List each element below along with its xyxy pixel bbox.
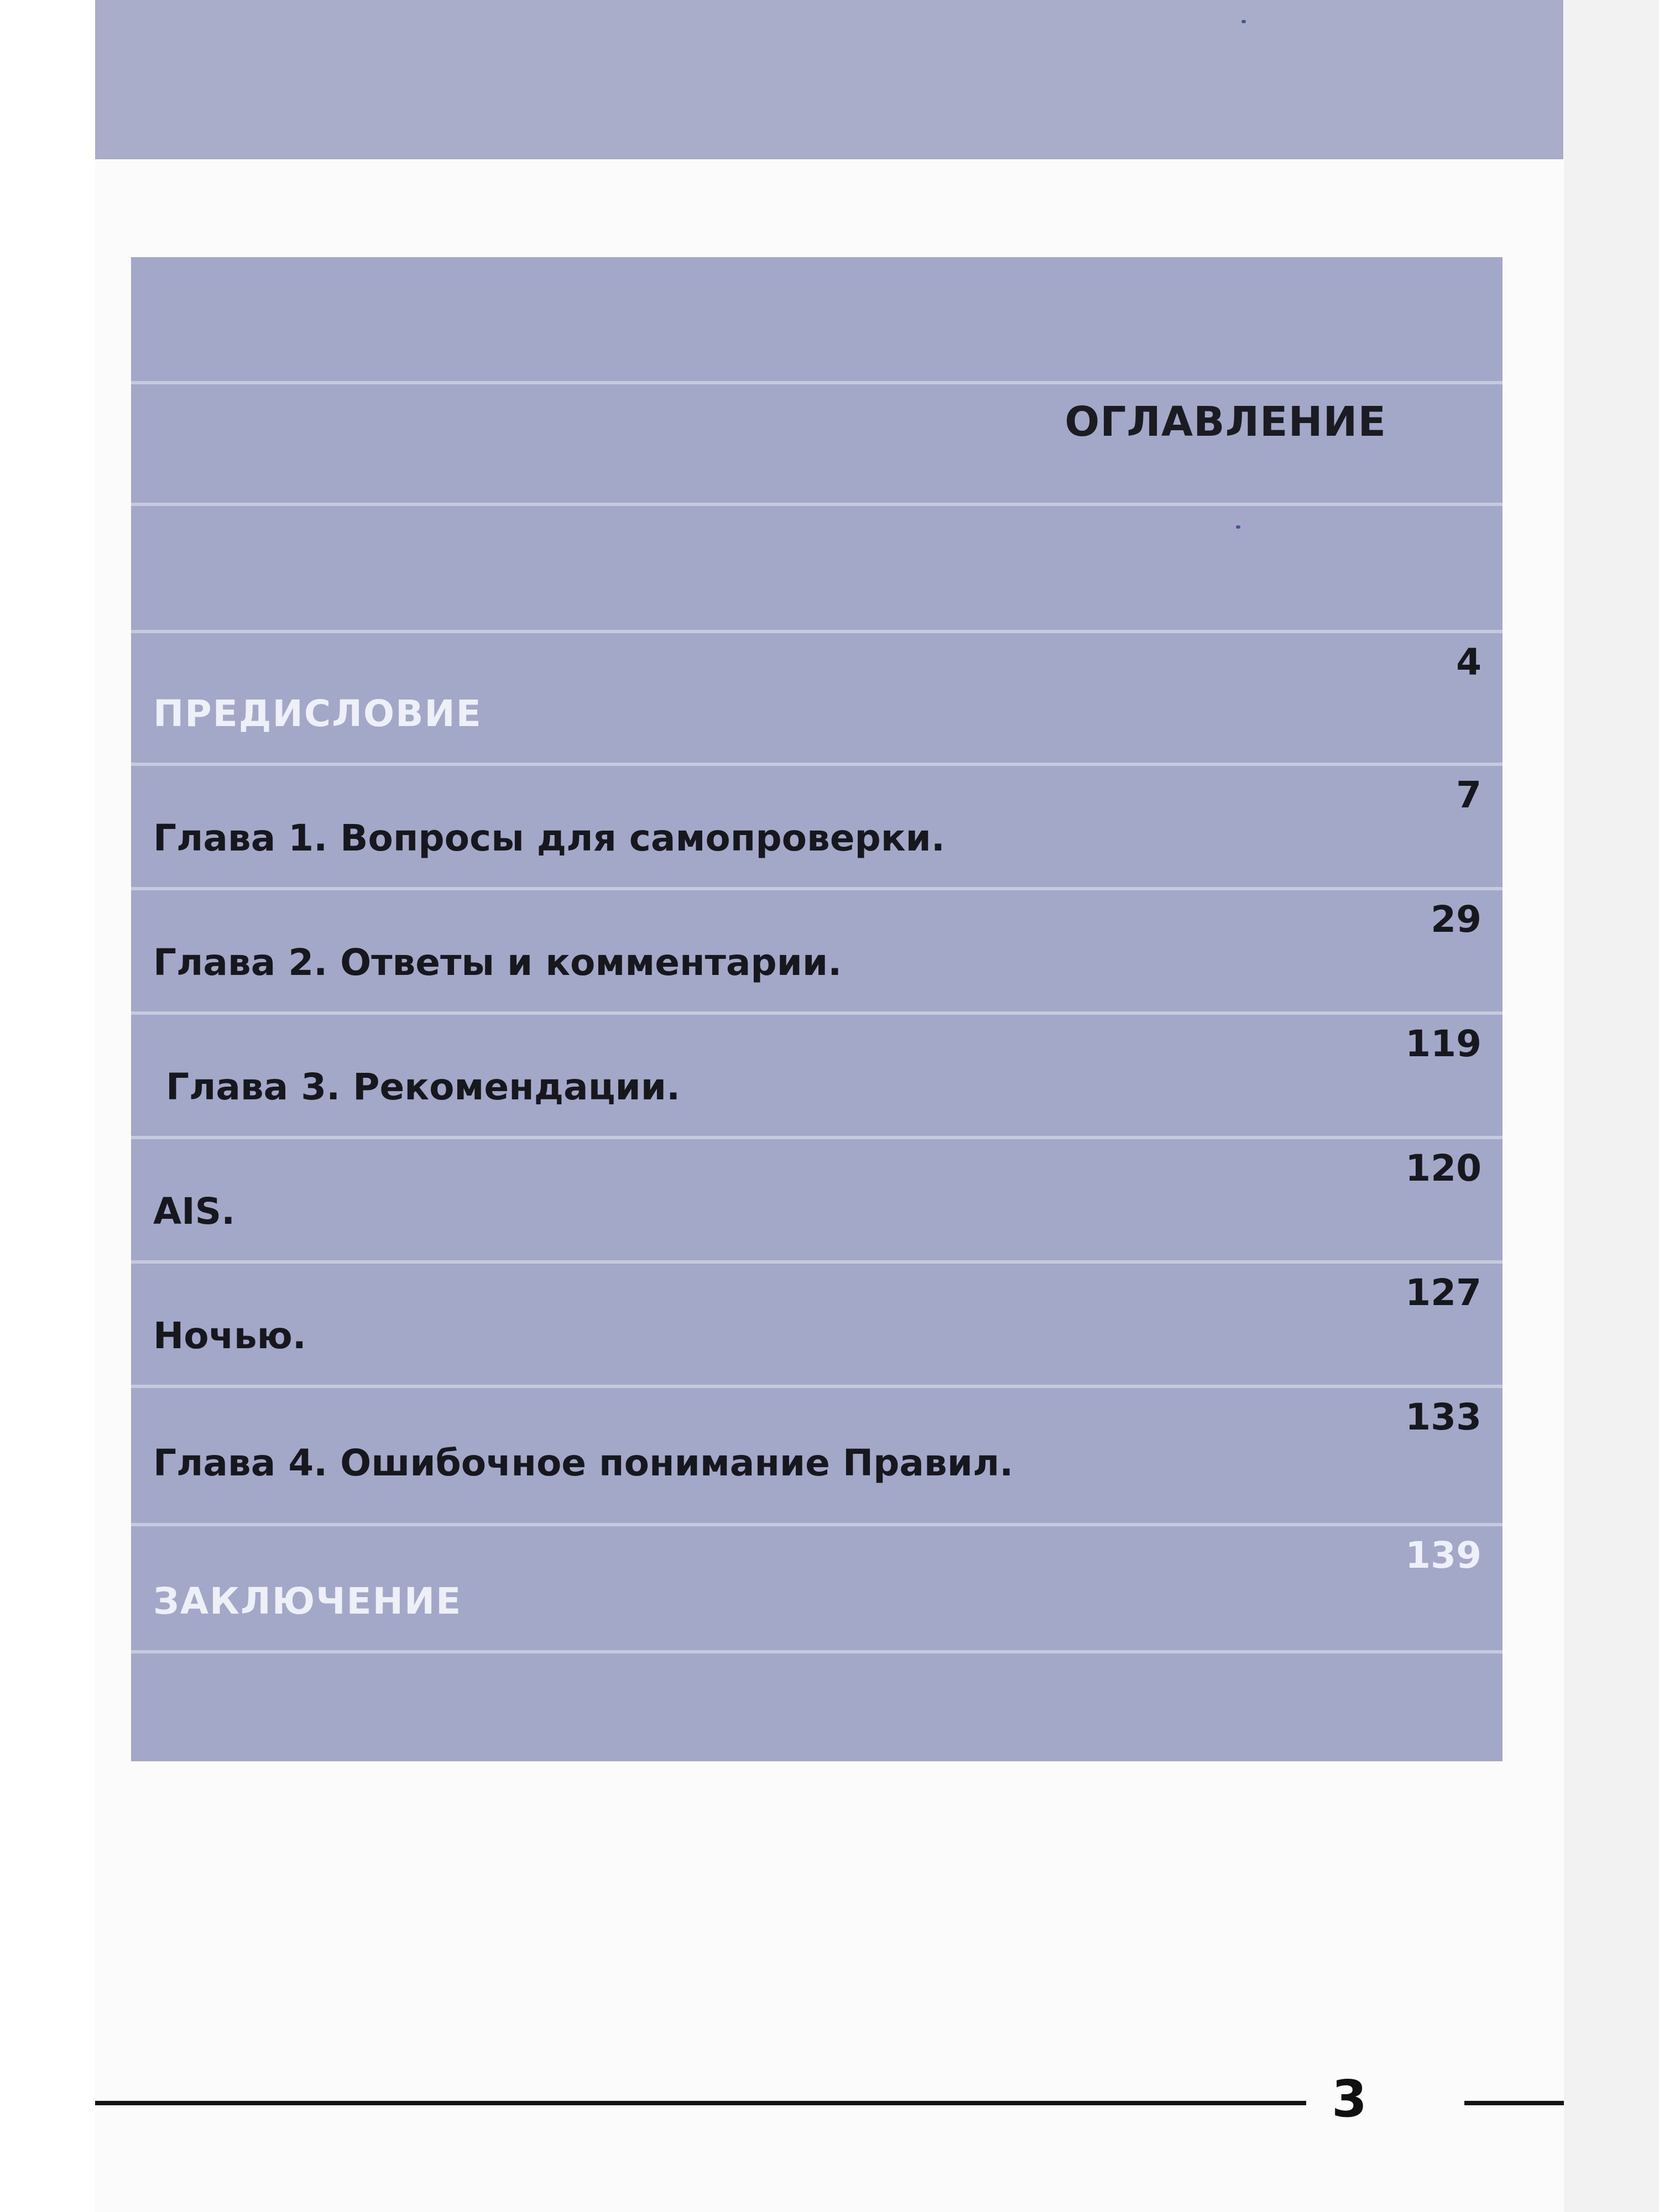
- toc-entry-page: 127: [1405, 1271, 1481, 1314]
- toc-heading-row: [131, 384, 1503, 506]
- header-color-band: [95, 0, 1563, 159]
- toc-entry-title: Глава 2. Ответы и комментарии.: [153, 941, 842, 984]
- print-speck: [1241, 20, 1246, 23]
- toc-entry[interactable]: [131, 633, 1503, 766]
- table-of-contents: [131, 257, 1503, 1761]
- toc-entry-page: 139: [1405, 1534, 1481, 1577]
- toc-entry-title: ЗАКЛЮЧЕНИЕ: [153, 1580, 462, 1623]
- toc-entry[interactable]: [131, 1139, 1503, 1264]
- toc-entry-page: 133: [1405, 1396, 1481, 1438]
- toc-entry-title: Глава 1. Вопросы для самопроверки.: [153, 817, 945, 859]
- toc-entry-page: 120: [1405, 1147, 1481, 1190]
- toc-entry-title: ПРЕДИСЛОВИЕ: [153, 692, 482, 735]
- toc-entry-title: AIS.: [153, 1190, 236, 1233]
- toc-heading: ОГЛАВЛЕНИЕ: [1065, 398, 1386, 446]
- toc-entry[interactable]: [131, 1264, 1503, 1388]
- toc-entry-page: 4: [1456, 641, 1481, 684]
- toc-entry-title: Глава 4. Ошибочное понимание Правил.: [153, 1442, 1014, 1484]
- footer-rule-right: [1464, 2101, 1564, 2105]
- toc-entry[interactable]: [131, 1388, 1503, 1526]
- toc-entry[interactable]: [131, 1015, 1503, 1139]
- toc-entry-title: Глава 3. Рекомендации.: [153, 1066, 681, 1108]
- toc-entry-page: 29: [1431, 898, 1481, 941]
- toc-entry[interactable]: [131, 890, 1503, 1015]
- toc-entry[interactable]: [131, 766, 1503, 890]
- toc-blank-row: [131, 1653, 1503, 1761]
- footer-rule-left: [95, 2101, 1306, 2105]
- toc-blank-row: [131, 506, 1503, 633]
- page-number: 3: [1332, 2069, 1368, 2128]
- toc-entry-page: 119: [1405, 1022, 1481, 1065]
- toc-entry[interactable]: [131, 1526, 1503, 1653]
- page-edge: [1564, 0, 1659, 2212]
- toc-blank-row: [131, 257, 1503, 384]
- toc-entry-page: 7: [1456, 774, 1481, 816]
- toc-entry-title: Ночью.: [153, 1314, 306, 1357]
- print-speck: [1236, 525, 1240, 529]
